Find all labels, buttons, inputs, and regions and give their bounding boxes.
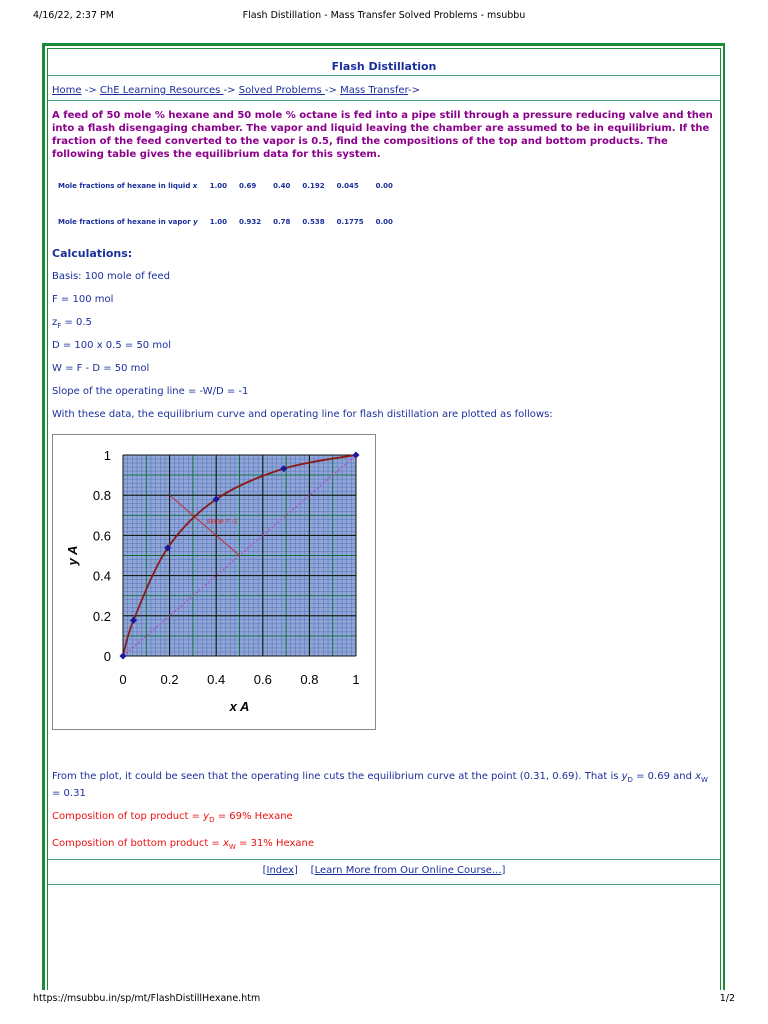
table-cell: 0.78	[273, 218, 291, 226]
table-cell: 0.932	[238, 218, 262, 226]
calculations-heading: Calculations:	[52, 247, 133, 260]
row-label: Mole fractions of hexane in liquid x	[58, 182, 198, 190]
breadcrumb-home-link[interactable]: Home	[52, 85, 82, 96]
table-cell: 0.00	[375, 182, 393, 190]
result-text: From the plot, it could be seen that the operating line cuts the equilibrium curve at the point (0.31, 0.69). That is $y_D = 0.69$ and $x_W = 0.31$	[52, 771, 708, 799]
page-title: Flash Distillation	[331, 60, 437, 73]
print-datetime: 4/16/22, 2:37 PM	[33, 10, 114, 21]
y-tick-label: 0.6	[92, 528, 111, 544]
table-cell: 0.045	[336, 182, 359, 190]
title-row	[48, 49, 720, 76]
page-inner	[47, 48, 721, 990]
bottom-links: [Index] [Learn More from Our Online Course...]	[48, 859, 720, 885]
calc-zF: $z_F = 0.5$	[52, 317, 92, 330]
table-row-x	[52, 177, 399, 195]
y-tick-label: 0	[103, 649, 111, 664]
page-frame	[42, 43, 725, 990]
y-axis-label: y A	[65, 545, 80, 566]
breadcrumb	[48, 76, 720, 101]
y-tick-label: 0.8	[92, 488, 111, 504]
table-cell: 1.00	[209, 218, 227, 226]
top-product: Composition of top product = $y_D = 69\%$ Hexane	[52, 811, 293, 824]
y-tick-label: 0.4	[92, 568, 111, 584]
calc-D: D = 100 x 0.5 = 50 mol	[52, 340, 171, 351]
table-cell: 0.40	[273, 182, 291, 190]
course-link[interactable]: Learn More from Our Online Course...	[314, 865, 502, 876]
x-axis-label: x A	[229, 699, 250, 714]
table-cell: 0.69	[238, 182, 257, 190]
breadcrumb-sep: ->	[408, 85, 421, 96]
calc-basis: Basis: 100 mole of feed	[52, 271, 170, 282]
y-tick-label: 0.2	[92, 608, 111, 624]
breadcrumb-sep: ->	[84, 85, 97, 96]
y-tick-label: 1	[103, 448, 111, 463]
equilibrium-table	[52, 177, 399, 231]
calc-W: W = F - D = 50 mol	[52, 363, 150, 374]
problem-statement: A feed of 50 mole % hexane and 50 mole % octane is fed into a pipe still through a pressure reducing valve and then into a flash disengaging chamber. The vapor and liquid leaving the chamber are assumed to be in equilibrium. If the fraction of the feed converted to the vapor is 0.5, find the compositions of the top and bottom products. The following table gives the equilibrium data for this system.	[52, 110, 713, 160]
x-tick-label: 0	[119, 672, 127, 687]
slope-annotation: slope = -1	[206, 518, 238, 526]
x-tick-label: 0.6	[253, 672, 272, 687]
index-link[interactable]: Index	[266, 865, 295, 876]
table-cell: 0.00	[375, 218, 393, 226]
x-tick-label: 0.4	[207, 672, 226, 687]
content	[48, 109, 720, 854]
x-tick-label: 1	[352, 672, 360, 687]
breadcrumb-sep: ->	[223, 85, 236, 96]
row-label: Mole fractions of hexane in vapor y	[58, 218, 198, 226]
breadcrumb-sep: ->	[324, 85, 337, 96]
calc-slope: Slope of the operating line = -W/D = -1	[52, 386, 249, 397]
print-url: https://msubbu.in/sp/mt/FlashDistillHexane.htm	[33, 993, 261, 1004]
print-header	[0, 0, 768, 30]
flash-chart	[52, 434, 376, 730]
print-page-number: 1/2	[719, 993, 735, 1004]
chart-svg	[53, 435, 375, 729]
table-cell: 0.1775	[336, 218, 364, 226]
table-cell: 0.192	[302, 182, 325, 190]
table-cell: 0.538	[302, 218, 325, 226]
breadcrumb-che-link[interactable]: ChE Learning Resources	[99, 85, 224, 96]
calc-F: F = 100 mol	[52, 294, 114, 305]
bottom-product: Composition of bottom product = $x_W = 31\%$ Hexane	[52, 838, 315, 851]
table-cell: 1.00	[209, 182, 227, 190]
table-row-y	[52, 213, 399, 231]
breadcrumb-solved-link[interactable]: Solved Problems	[238, 85, 325, 96]
plot-intro: With these data, the equilibrium curve and operating line for flash distillation are plotted as follows:	[52, 409, 553, 420]
x-tick-label: 0.2	[160, 672, 179, 687]
print-page-title: Flash Distillation - Mass Transfer Solved Problems - msubbu	[242, 10, 526, 21]
x-tick-label: 0.8	[300, 672, 319, 687]
breadcrumb-mass-link[interactable]: Mass Transfer	[340, 85, 409, 96]
